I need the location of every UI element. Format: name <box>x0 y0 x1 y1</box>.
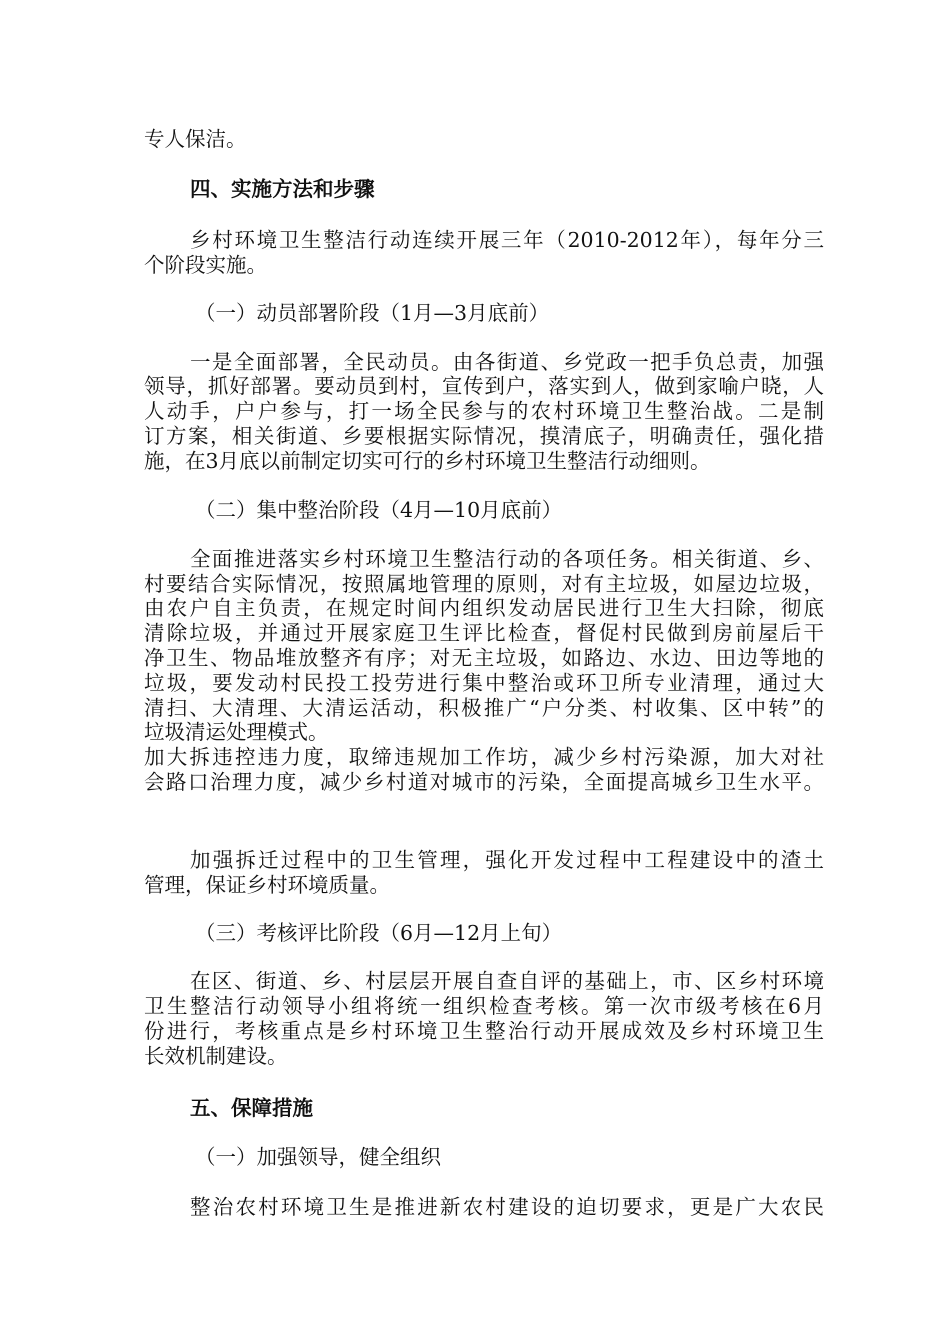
paragraph-line: 人动手，户户参与，打一场全民参与的农村环境卫生整治战。二是制 <box>144 399 824 423</box>
paragraph-line: 乡村环境卫生整洁行动连续开展三年（2010-2012年），每年分三 <box>190 228 824 252</box>
paragraph-line: 订方案，相关街道、乡要根据实际情况，摸清底子，明确责任，强化措 <box>144 424 824 448</box>
paragraph-line: 由农户自主负责，在规定时间内组织发动居民进行卫生大扫除，彻底 <box>144 596 824 620</box>
paragraph-line: 清扫、大清理、大清运活动，积极推广“户分类、村收集、区中转”的 <box>144 696 824 720</box>
paragraph-line: 施，在3月底以前制定切实可行的乡村环境卫生整洁行动细则。 <box>144 449 711 473</box>
paragraph-line: 管理，保证乡村环境质量。 <box>144 873 390 897</box>
paragraph-line: 长效机制建设。 <box>144 1044 288 1068</box>
paragraph-line: 清除垃圾，并通过开展家庭卫生评比检查，督促村民做到房前屋后干 <box>144 621 824 645</box>
paragraph-tail: 专人保洁。 <box>144 127 247 151</box>
paragraph-line: 加强拆迁过程中的卫生管理，强化开发过程中工程建设中的渣土 <box>190 848 824 872</box>
paragraph-line: 垃圾，要发动村民投工投劳进行集中整治或环卫所专业清理，通过大 <box>144 671 824 695</box>
subsection-heading-2: （二）集中整治阶段（4月—10月底前） <box>195 498 563 522</box>
subsection-heading-1: （一）动员部署阶段（1月—3月底前） <box>195 301 550 325</box>
section-heading-4: 四、实施方法和步骤 <box>190 177 375 201</box>
paragraph-line: 村要结合实际情况，按照属地管理的原则，对有主垃圾，如屋边垃圾， <box>144 572 824 596</box>
paragraph-line: 一是全面部署，全民动员。由各街道、乡党政一把手负总责，加强 <box>190 350 824 374</box>
paragraph-line: 净卫生、物品堆放整齐有序；对无主垃圾，如路边、水边、田边等地的 <box>144 646 824 670</box>
paragraph-line: 个阶段实施。 <box>144 253 267 277</box>
subsection-heading-5-1: （一）加强领导，健全组织 <box>195 1145 441 1169</box>
paragraph-line: 份进行，考核重点是乡村环境卫生整治行动开展成效及乡村环境卫生 <box>144 1019 824 1043</box>
paragraph-line: 垃圾清运处理模式。 <box>144 720 329 744</box>
subsection-heading-3: （三）考核评比阶段（6月—12月上旬） <box>195 921 563 945</box>
paragraph-line: 会路口治理力度，减少乡村道对城市的污染，全面提高城乡卫生水平。 <box>144 770 824 794</box>
paragraph-line: 整治农村环境卫生是推进新农村建设的迫切要求，更是广大农民 <box>190 1195 824 1219</box>
paragraph-line: 在区、街道、乡、村层层开展自查自评的基础上，市、区乡村环境 <box>190 969 824 993</box>
paragraph-line: 全面推进落实乡村环境卫生整洁行动的各项任务。相关街道、乡、 <box>190 547 824 571</box>
section-heading-5: 五、保障措施 <box>190 1096 313 1120</box>
paragraph-line: 卫生整洁行动领导小组将统一组织检查考核。第一次市级考核在6月 <box>144 994 824 1018</box>
paragraph-line: 领导，抓好部署。要动员到村，宣传到户，落实到人，做到家喻户晓，人 <box>144 374 824 398</box>
paragraph-line: 加大拆违控违力度，取缔违规加工作坊，减少乡村污染源，加大对社 <box>144 745 824 769</box>
